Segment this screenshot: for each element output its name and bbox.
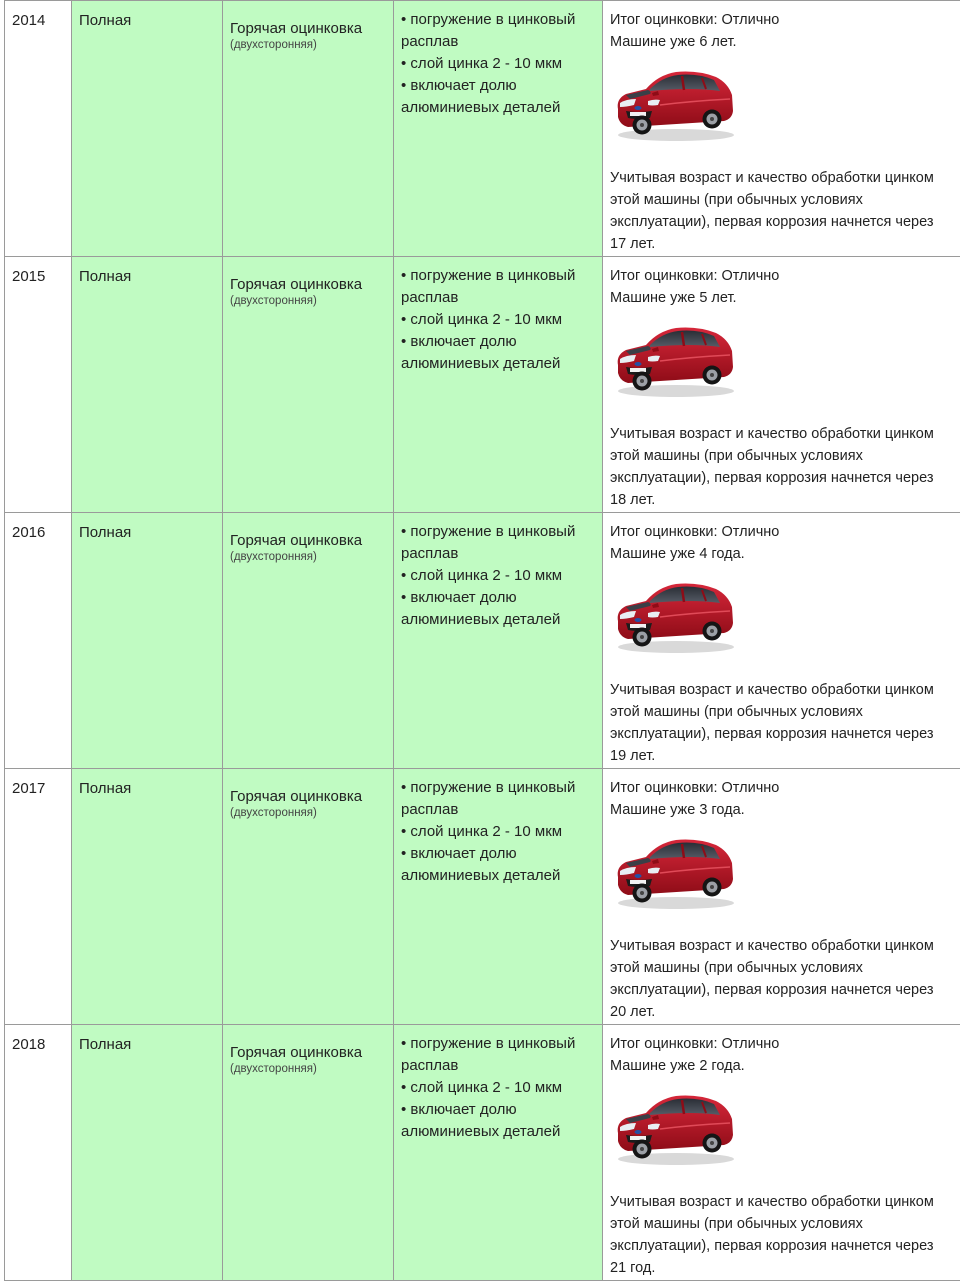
coverage-value: Полная <box>79 780 132 797</box>
method-note: (двухсторонняя) <box>230 807 317 819</box>
detail-line: • погружение в цинковый <box>401 1035 576 1052</box>
method-cell <box>223 1025 394 1281</box>
forecast-line: эксплуатации), первая коррозия начнется через <box>610 1238 934 1254</box>
detail-line: • слой цинка 2 - 10 мкм <box>401 567 563 584</box>
year-cell <box>5 769 72 1025</box>
method-note: (двухсторонняя) <box>230 39 317 51</box>
method-value: Горячая оцинковка <box>230 276 363 293</box>
forecast-line: 17 лет. <box>610 236 656 252</box>
detail-line: • погружение в цинковый <box>401 11 576 28</box>
forecast-line: Учитывая возраст и качество обработки цинком <box>610 170 934 186</box>
detail-line: • включает долю <box>401 589 517 606</box>
detail-line: • погружение в цинковый <box>401 779 576 796</box>
detail-line: расплав <box>401 289 459 306</box>
coverage-cell <box>72 769 223 1025</box>
forecast-line: Учитывая возраст и качество обработки цинком <box>610 1194 934 1210</box>
table-row <box>5 513 960 769</box>
details-cell <box>394 1 603 257</box>
forecast-line: этой машины (при обычных условиях <box>610 448 863 464</box>
forecast-line: 21 год. <box>610 1260 656 1276</box>
coverage-value: Полная <box>79 12 132 29</box>
detail-line: алюминиевых деталей <box>401 1123 561 1140</box>
detail-line: • включает долю <box>401 333 517 350</box>
method-note: (двухсторонняя) <box>230 551 317 563</box>
detail-line: • включает долю <box>401 1101 517 1118</box>
car-image <box>610 317 953 405</box>
coverage-cell <box>72 257 223 513</box>
forecast-line: Учитывая возраст и качество обработки цинком <box>610 938 934 954</box>
forecast-line: этой машины (при обычных условиях <box>610 192 863 208</box>
year-cell <box>5 257 72 513</box>
method-note: (двухсторонняя) <box>230 1063 317 1075</box>
detail-line: • погружение в цинковый <box>401 267 576 284</box>
age-text: Машине уже 2 года. <box>610 1058 745 1074</box>
coverage-cell <box>72 1 223 257</box>
red-sedan-car-icon <box>612 317 736 403</box>
method-value: Горячая оцинковка <box>230 788 363 805</box>
details-cell <box>394 1025 603 1281</box>
year-cell <box>5 513 72 769</box>
year-value: 2014 <box>12 12 46 29</box>
details-cell <box>394 257 603 513</box>
detail-line: • слой цинка 2 - 10 мкм <box>401 1079 563 1096</box>
detail-line: • включает долю <box>401 77 517 94</box>
method-cell <box>223 769 394 1025</box>
forecast-line: этой машины (при обычных условиях <box>610 1216 863 1232</box>
forecast-line: 18 лет. <box>610 492 656 508</box>
verdict-text: Итог оцинковки: Отлично <box>610 1036 780 1052</box>
forecast-line: Учитывая возраст и качество обработки цинком <box>610 682 934 698</box>
detail-line: • слой цинка 2 - 10 мкм <box>401 311 563 328</box>
detail-line: • слой цинка 2 - 10 мкм <box>401 55 563 72</box>
result-cell <box>603 257 960 513</box>
method-cell <box>223 257 394 513</box>
detail-line: расплав <box>401 33 459 50</box>
forecast-line: эксплуатации), первая коррозия начнется через <box>610 214 934 230</box>
table-body <box>5 1 960 1281</box>
forecast-line: 20 лет. <box>610 1004 656 1020</box>
coverage-value: Полная <box>79 1036 132 1053</box>
forecast-line: эксплуатации), первая коррозия начнется через <box>610 982 934 998</box>
result-cell <box>603 1 960 257</box>
coverage-cell <box>72 1025 223 1281</box>
detail-line: расплав <box>401 801 459 818</box>
detail-line: • слой цинка 2 - 10 мкм <box>401 823 563 840</box>
method-cell <box>223 1 394 257</box>
detail-line: • включает долю <box>401 845 517 862</box>
method-cell <box>223 513 394 769</box>
age-text: Машине уже 6 лет. <box>610 34 737 50</box>
details-cell <box>394 513 603 769</box>
method-value: Горячая оцинковка <box>230 1044 363 1061</box>
red-sedan-car-icon <box>612 61 736 147</box>
verdict-text: Итог оцинковки: Отлично <box>610 780 780 796</box>
method-value: Горячая оцинковка <box>230 532 363 549</box>
car-image <box>610 829 953 917</box>
verdict-text: Итог оцинковки: Отлично <box>610 12 780 28</box>
coverage-cell <box>72 513 223 769</box>
detail-line: алюминиевых деталей <box>401 99 561 116</box>
forecast-line: эксплуатации), первая коррозия начнется через <box>610 726 934 742</box>
red-sedan-car-icon <box>612 1085 736 1171</box>
year-cell <box>5 1 72 257</box>
forecast-line: эксплуатации), первая коррозия начнется через <box>610 470 934 486</box>
result-cell <box>603 1025 960 1281</box>
forecast-line: Учитывая возраст и качество обработки цинком <box>610 426 934 442</box>
year-value: 2016 <box>12 524 46 541</box>
forecast-line: 19 лет. <box>610 748 656 764</box>
result-cell <box>603 769 960 1025</box>
detail-line: расплав <box>401 545 459 562</box>
age-text: Машине уже 3 года. <box>610 802 745 818</box>
table-row <box>5 769 960 1025</box>
car-image <box>610 573 953 661</box>
detail-line: • погружение в цинковый <box>401 523 576 540</box>
verdict-text: Итог оцинковки: Отлично <box>610 524 780 540</box>
year-value: 2015 <box>12 268 46 285</box>
zinc-coating-table <box>4 0 960 1281</box>
age-text: Машине уже 5 лет. <box>610 290 737 306</box>
table-row <box>5 257 960 513</box>
car-image <box>610 61 953 149</box>
table-row <box>5 1 960 257</box>
red-sedan-car-icon <box>612 573 736 659</box>
table-row <box>5 1025 960 1281</box>
year-value: 2018 <box>12 1036 46 1053</box>
detail-line: расплав <box>401 1057 459 1074</box>
coverage-value: Полная <box>79 524 132 541</box>
detail-line: алюминиевых деталей <box>401 867 561 884</box>
forecast-line: этой машины (при обычных условиях <box>610 704 863 720</box>
coverage-value: Полная <box>79 268 132 285</box>
year-value: 2017 <box>12 780 46 797</box>
year-cell <box>5 1025 72 1281</box>
age-text: Машине уже 4 года. <box>610 546 745 562</box>
method-value: Горячая оцинковка <box>230 20 363 37</box>
result-cell <box>603 513 960 769</box>
method-note: (двухсторонняя) <box>230 295 317 307</box>
detail-line: алюминиевых деталей <box>401 611 561 628</box>
forecast-line: этой машины (при обычных условиях <box>610 960 863 976</box>
red-sedan-car-icon <box>612 829 736 915</box>
car-image <box>610 1085 953 1173</box>
verdict-text: Итог оцинковки: Отлично <box>610 268 780 284</box>
details-cell <box>394 769 603 1025</box>
detail-line: алюминиевых деталей <box>401 355 561 372</box>
